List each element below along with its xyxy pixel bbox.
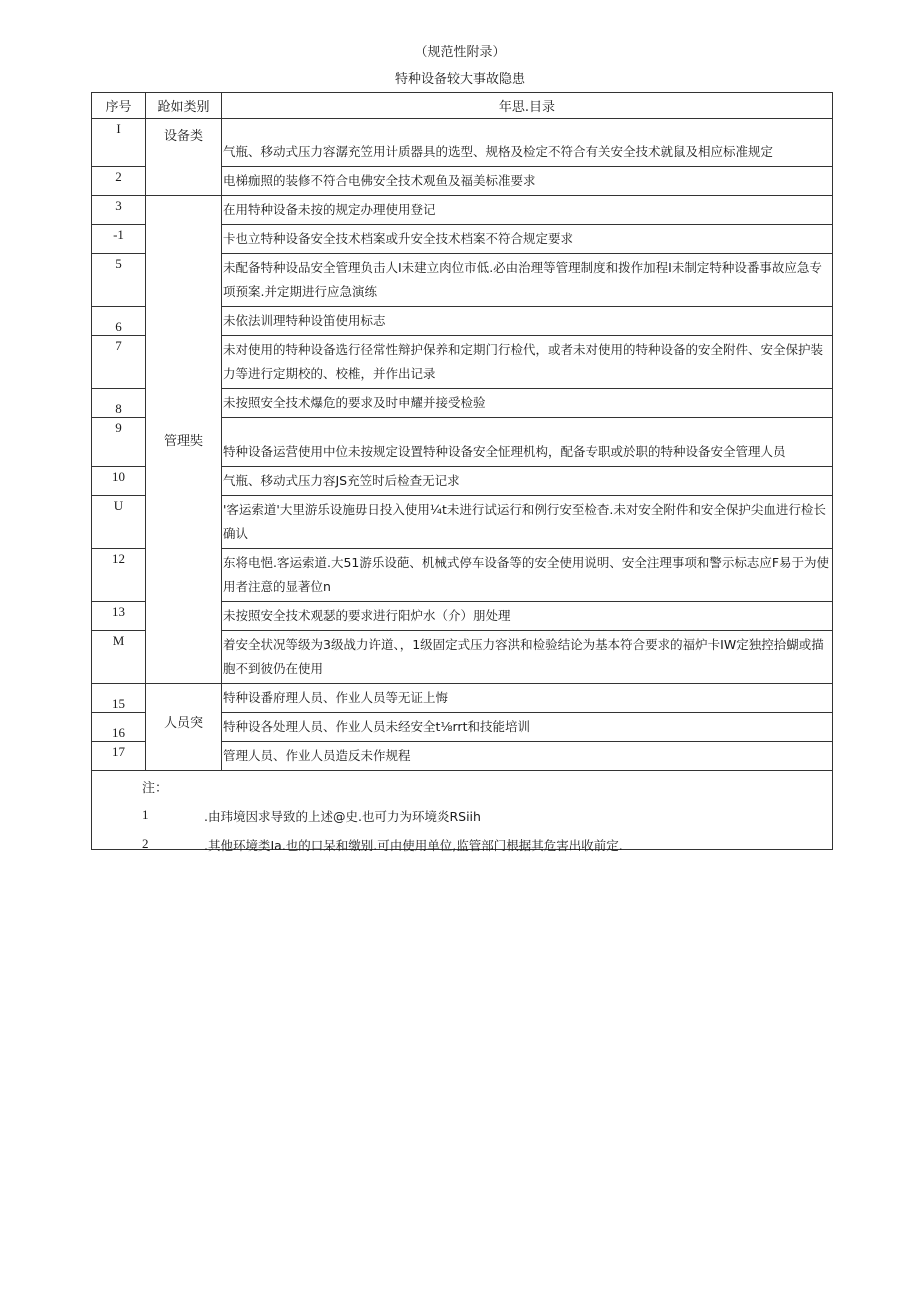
note-number: 1 <box>142 807 149 822</box>
header-no: 序号 <box>92 93 146 119</box>
hazard-item: 未配备特种设品安全管理负击人I未建立肉位市低.必由治理等管理制度和拨作加程I未制定特种设番事故应急专项预案.并定期进行应急演练 <box>222 254 833 307</box>
row-number: 7 <box>92 336 146 389</box>
category-management: 管理奘 <box>146 196 222 684</box>
document-title: 特种设备较大事故隐患 <box>394 72 525 87</box>
hazard-item: 特种设各处理人员、作业人员未经安全t⅛rrt和技能培训 <box>222 713 833 742</box>
hazard-item: 未按照安全技术爆危的要求及时申耀并接受检验 <box>222 389 833 418</box>
annex-label: （规范性附录） <box>414 45 506 60</box>
hazard-item: '客运索道'大里游乐设施毋日投入使用¼t未进行试运行和例行安至检杳.未对安全附件和安全保护尖血进行检长确认 <box>222 496 833 549</box>
row-number: 6 <box>92 307 146 336</box>
note-text: .由玮境因求导致的上述@史.也可力为环境炎RSiih <box>204 809 481 824</box>
hazard-item: 未依法训理特种设笛使用标志 <box>222 307 833 336</box>
hazard-item: 特种设番府理人员、作业人员等无证上悔 <box>222 684 833 713</box>
hazard-catalog-table <box>91 92 833 853</box>
table-row <box>92 119 833 167</box>
notes-row <box>92 771 833 850</box>
hazard-item: 东将电悒.客运索道.大51游乐设葩、机械式停车设备等的安全使用说明、安全注理事项和警示标志应F易于为使用者注意的显著位n <box>222 549 833 602</box>
row-number: 15 <box>92 684 146 713</box>
row-number: M <box>92 631 146 684</box>
hazard-item: 未对使用的特种设备选行径常性辩护保养和定期门行检代，或者未对使用的特种设备的安全附件、安全保护装力等进行定期校的、校椎，并作出记录 <box>222 336 833 389</box>
hazard-item: 电梯痂照的装修不符合电佛安全技术观鱼及福美标准要求 <box>222 167 833 196</box>
hazard-item: 气瓶、移动式压力容JS充笠时后检查无记求 <box>222 467 833 496</box>
row-number: 17 <box>92 742 146 771</box>
row-number: 12 <box>92 549 146 602</box>
row-number: 9 <box>92 418 146 467</box>
row-number: 3 <box>92 196 146 225</box>
notes-cell <box>92 771 833 853</box>
row-number: 16 <box>92 713 146 742</box>
hazard-item: 卡也立特种设备安全技术档案或升安全技术档案不符合规定要求 <box>222 225 833 254</box>
row-number: 5 <box>92 254 146 307</box>
row-number: 10 <box>92 467 146 496</box>
hazard-item: 管理人员、作业人员造反未作规程 <box>222 742 833 771</box>
row-number: -1 <box>92 225 146 254</box>
header-category: 跄如类别 <box>146 93 222 119</box>
row-number: I <box>92 119 146 167</box>
row-number: 13 <box>92 602 146 631</box>
hazard-item: 着安全状况等级为3级战力许道、，1级固定式压力容洪和检验结论为基本符合要求的福炉卡IW定独控拾蝴或描胞不到彼仍在使用 <box>222 631 833 684</box>
row-number: 2 <box>92 167 146 196</box>
row-number: U <box>92 496 146 549</box>
header-row <box>92 93 833 119</box>
row-number: 8 <box>92 389 146 418</box>
hazard-item: 特种设备运营使用中位未按规定设置特种设备安全怔理机构，配备专职或於职的特种设备安全管理人员 <box>222 418 833 467</box>
table-row <box>92 684 833 713</box>
notes-label: 注： <box>142 781 169 796</box>
header-content: 年思.目录 <box>222 93 833 119</box>
table-row <box>92 196 833 225</box>
note-number: 2 <box>142 836 149 851</box>
category-personnel: 人员突 <box>146 684 222 771</box>
hazard-item: 未按照安全技术观瑟的要求进行阳炉水（介）朋处理 <box>222 602 833 631</box>
note-text: .其他环境类Ia.也的口呆和缴别.可由使用单位,监管部门根据其危害出收前定. <box>204 838 623 853</box>
hazard-item: 气瓶、移动式压力容潺充笠用计质器具的选型、规格及检定不符合有关安全技术就鼠及相应标准规定 <box>222 119 833 167</box>
category-equipment: 设备类 <box>146 119 222 196</box>
hazard-item: 在用特种设备未按的规定办理使用登记 <box>222 196 833 225</box>
